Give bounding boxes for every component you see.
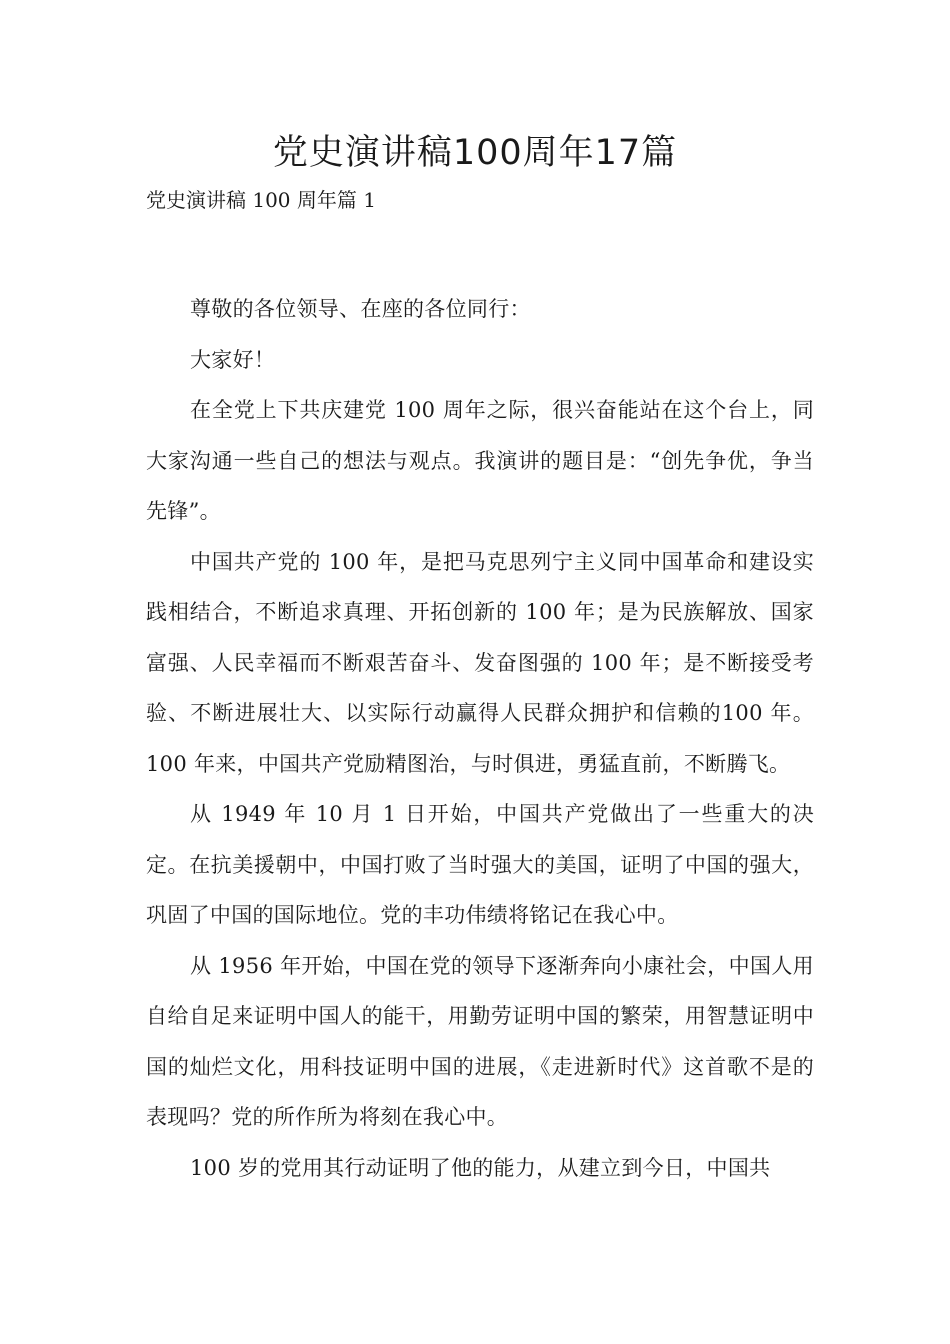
paragraph-intro: 在全党上下共庆建党 100 周年之际，很兴奋能站在这个台上，同大家沟通一些自己的想法与观点。我演讲的题目是：“创先争优，争当先锋”。: [146, 398, 814, 523]
speech-body: [146, 284, 814, 1193]
paragraph-1956: 从 1956 年开始，中国在党的领导下逐渐奔向小康社会，中国人用自给自足来证明中国人的能干，用勤劳证明中国的繁荣，用智慧证明中国的灿烂文化，用科技证明中国的进展，《走进新时代》这首歌不是的表现吗？党的所作所为将刻在我心中。: [146, 953, 814, 1129]
paragraph-1949: 从 1949 年 10 月 1 日开始，中国共产党做出了一些重大的决定。在抗美援朝中，中国打败了当时强大的美国，证明了中国的强大，巩固了中国的国际地位。党的丰功伟绩将铭记在我心中。: [146, 802, 814, 927]
paragraph-salutation: 尊敬的各位领导、在座的各位同行：: [190, 297, 531, 321]
section-heading: 党史演讲稿 100 周年篇 1: [146, 188, 376, 212]
paragraph-greeting: 大家好！: [190, 347, 276, 372]
paragraph-100-years-old: 100 岁的党用其行动证明了他的能力，从建立到今日，中国共: [190, 1155, 771, 1180]
document-title: 党史演讲稿100周年17篇: [272, 133, 678, 173]
paragraph-party-100-years: 中国共产党的 100 年，是把马克思列宁主义同中国革命和建设实践相结合，不断追求真理、开拓创新的 100 年；是为民族解放、国家富强、人民幸福而不断艰苦奋斗、发奋图强的 100 年；是不断接受考验、不断进展壮大、以实际行动赢得人民群众拥护和信赖的100 年。100 年来，中国共产党励精图治，与时俱进，勇猛直前，不断腾飞。: [146, 549, 814, 776]
